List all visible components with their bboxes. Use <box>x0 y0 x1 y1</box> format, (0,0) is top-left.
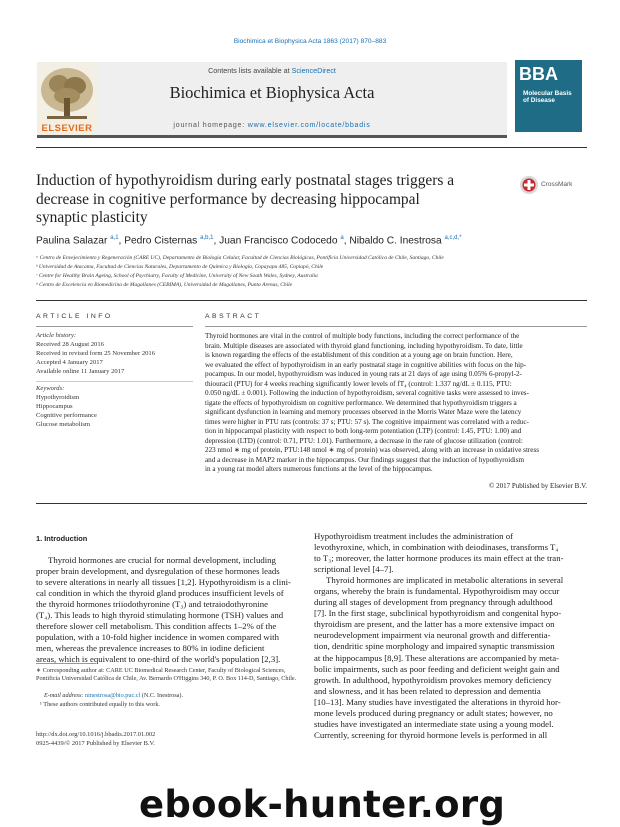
article-info-heading: ARTICLE INFO <box>36 313 113 320</box>
body-line: levothyroxine, which, in combination with deiodinases, transforms T₄ <box>314 542 559 553</box>
contents-line <box>37 66 507 75</box>
doi-link[interactable]: http://dx.doi.org/10.1016/j.bbadis.2017.01.002 <box>36 731 156 738</box>
abstract-line: 0.050 ng/dL ± 0.001). Following the induction of hypothyroidism, several cognitive tasks were assessed to inves- <box>205 389 529 397</box>
email-link[interactable]: ninestrosa@bio.puc.cl <box>85 692 141 699</box>
body-line: during all stages of development from pregnancy through adulthood <box>314 597 553 608</box>
author-affiliation-ref[interactable]: a <box>340 235 344 241</box>
body-line: the thyroid hormones triiodothyronine (T₃) and tetraiodothyronine <box>36 599 268 610</box>
history-item: Received in revised form 25 November 2016 <box>36 350 156 357</box>
body-line: Thyroid hormones are crucial for normal development, including <box>48 555 276 565</box>
author-list: Paulina Salazar $^{a,1}$, Pedro Cisternas $^{a,b,1}$, Juan Francisco Codocedo $^a$, Nibaldo C. Inestrosa $^{a,c,d,*}$ <box>36 235 462 247</box>
abstract-line: thiouracil (PTU) for 4 weeks reaching significantly lower levels of fT₄ (control: 1.337 ng/dL ± 0.115, PTU: <box>205 379 512 388</box>
cover-subtitle: Molecular Basis of Disease <box>523 90 572 105</box>
crossmark-label: CrossMark <box>541 181 573 188</box>
body-line: mone levels produced during pregnancy or adult states; however, no <box>314 707 553 718</box>
body-line: at the hippocampus [8,9]. These alterations are accompanied by meta- <box>314 652 559 663</box>
email-suffix: (N.C. Inestrosa). <box>140 692 184 699</box>
body-line: thyroidism are present, and the latter has a more extensive impact on <box>314 619 555 630</box>
abstract-line: brain. Multiple diseases are associated with thyroid gland functioning, including hypothyroidism. To date, little <box>205 341 523 350</box>
email-note <box>44 692 306 700</box>
journal-header-band <box>37 62 507 138</box>
body-line: therefore slower cell metabolism. This condition affects 1–2% of the <box>36 621 277 632</box>
equal-contribution-note: ¹ These authors contributed equally to this work. <box>40 701 160 708</box>
abstract-line: times were higher in PTU rats (controls: 37 s; PTU: 57 s). The cognitive impairment was correlated with a reduc- <box>205 417 529 426</box>
body-line: organs, whereby the brain is fundamental. Hypothyroidism may occur <box>314 586 560 597</box>
history-item: Available online 11 January 2017 <box>36 368 125 375</box>
affiliation-line: ᶜ Centre for Healthy Brain Ageing, School of Psychiatry, Faculty of Medicine, University of New South Wales, Sydney, Australia <box>36 273 318 279</box>
abstract-line: Thyroid hormones are vital in the control of multiple body functions, including the correct performance of the <box>205 332 520 340</box>
abstract-text <box>205 332 587 475</box>
watermark-text: ebook-hunter.org <box>139 783 506 826</box>
author-name: Pedro Cisternas <box>124 235 198 247</box>
history-label: Article history: <box>36 332 77 339</box>
affiliation-line: ᵈ Centro de Excelencia en Biomedicina de Magallanes (CEBIMA), Universidad de Magallanes, Punta Arenas, Chile <box>36 282 293 288</box>
body-line: population, with a 10-fold higher incidence in women compared with <box>36 632 279 643</box>
abstract-heading: ABSTRACT <box>205 313 262 320</box>
elsevier-wordmark: ELSEVIER <box>41 123 93 134</box>
journal-title: Biochimica et Biophysica Acta <box>169 83 375 102</box>
contents-prefix: Contents lists available at <box>208 66 292 75</box>
author-affiliation-ref[interactable]: a,c,d,* <box>444 235 462 241</box>
abstract-line: pocampus. In our model, hypothyroidism was induced in young rats at 21 days of age using 0.05% 6-propyl-2- <box>205 370 522 378</box>
abstract-bottom-rule <box>36 503 587 504</box>
abstract-line: 223 nmol ∗ mg of protein, PTU:148 nmol ∗ mg of protein) was observed, along with an increase in oxidative stress <box>205 446 540 454</box>
body-line: bolic impairments, such as poor feeding and deficient weight gain and <box>314 663 560 674</box>
body-line: and slowness, and it has been related to depression and dementia <box>314 685 541 696</box>
history-item: Accepted 4 January 2017 <box>36 359 103 366</box>
body-line: tion, dendritic spine morphology and impaired synaptic transmission <box>314 641 555 652</box>
author-name: Juan Francisco Codocedo <box>219 235 338 247</box>
body-line: (T₄). This leads to high thyroid stimulating hormone (TSH) values and <box>36 610 284 621</box>
crossmark-icon <box>519 175 539 195</box>
homepage-link[interactable]: www.elsevier.com/locate/bbadis <box>247 122 371 129</box>
abstract-line: significant dysfunction in learning and memory processes observed in the Morris Water Maze were the latency <box>205 408 522 416</box>
body-line: areas, which is equivalent to one-third of the world's population [2,3]. <box>36 654 281 665</box>
body-line: proper brain development, and dysregulation of these hormones leads <box>36 566 280 577</box>
journal-cover <box>515 60 582 132</box>
body-line: neurodevelopment impairment via neuronal growth and differentia- <box>314 630 551 641</box>
body-line: Hypothyroidism treatment includes the administration of <box>314 531 514 541</box>
keyword: Hippocampus <box>36 403 73 410</box>
corresponding-author-note: ∗ Corresponding author at: CARE UC Biomedical Research Center, Faculty of Biological Sciences, Pontificia Universidad Católica de Chile, Av. Bernardo O'Higgins 340, P. O. Box 114-D, Santiago, Chile. <box>36 667 297 683</box>
body-line: cal condition in which the thyroid gland produces insufficient levels of <box>36 588 284 599</box>
abstract-copyright: © 2017 Published by Elsevier B.V. <box>489 482 587 490</box>
elsevier-logo <box>37 62 97 135</box>
affiliation-line: ᵇ Universidad de Atacama, Facultad de Ciencias Naturales, Departamento de Química y Biología, Copayapu 485, Copiapó, Chile <box>36 264 324 270</box>
abstract-rule <box>205 326 587 327</box>
issn-line: 0925-4439/© 2017 Published by Elsevier B.V. <box>36 740 155 747</box>
title-line: synaptic plasticity <box>36 209 148 227</box>
body-line: [10–13]. Many studies have investigated the alterations in thyroid hor- <box>314 696 561 707</box>
history-item: Received 28 August 2016 <box>36 341 104 348</box>
title-line: decrease in cognitive performance by decreasing hippocampal <box>36 190 420 208</box>
body-line: growth. In adulthood, hypothyroidism provokes memory deficiency <box>314 674 552 685</box>
abstract-line: tigate the effects of hypothyroidism on cognitive performance. We determined that hypothyroidism triggers a <box>205 398 517 407</box>
author-name: Paulina Salazar <box>36 235 108 247</box>
title-line: Induction of hypothyroidism during early postnatal stages triggers a <box>36 172 455 189</box>
abstract-line: and a decrease in MAP2 marker in the hippocampus. Our findings suggest that the induction of hypothyroidism <box>205 455 525 464</box>
crossmark-badge[interactable] <box>519 175 589 195</box>
article-info-divider <box>36 381 193 382</box>
abstract-line: we evaluated the effect of hypothyroidism in an early postnatal stage in cognitive abilities with focus on the hip- <box>205 360 527 369</box>
sciencedirect-link[interactable]: ScienceDirect <box>291 66 336 75</box>
affiliation-line: ᵃ Centro de Envejecimiento y Regeneración (CARE UC), Departamento de Biología Celular, Facultad de Ciencias Biológicas, Pontificia Universidad Católica de Chile, Santiago, Chile <box>36 255 444 261</box>
homepage-line <box>37 122 507 129</box>
body-line: Currently, screening for thyroid hormone levels is performed in all <box>314 729 548 740</box>
body-line: to T₃; moreover, the latter hormone produces its main effect at the tran- <box>314 553 564 564</box>
intro-left-column <box>36 555 299 665</box>
section-heading-introduction: 1. Introduction <box>36 534 88 543</box>
cover-title: BBA <box>519 64 558 84</box>
keyword: Hypothyroidism <box>36 394 80 401</box>
body-line: men, whereas the prevalence increases to 80% in iodine deficient <box>36 643 265 654</box>
abstract-line: depression (LTD) (control: 0.71, PTU: 1.01). Furthermore, a decrease in the rate of glucose utilization (control: <box>205 436 523 445</box>
author-name: Nibaldo C. Inestrosa <box>349 235 442 247</box>
email-label: E-mail address: <box>44 692 86 699</box>
header-rule <box>36 147 587 148</box>
abstract-line: is known regarding the effects of the establishment of this condition at a young age on brain function. Here, <box>205 351 513 359</box>
body-line: studies have investigated an intermediate state using a young model. <box>314 718 554 729</box>
body-line: [7]. In the first stage, subclinical hypothyroidism and congenital hypo- <box>314 608 562 619</box>
article-title <box>36 172 476 228</box>
author-affiliation-ref[interactable]: a,b,1 <box>200 235 214 241</box>
keywords-label: Keywords: <box>36 385 65 392</box>
affiliation-rule <box>36 300 587 301</box>
body-line: Thyroid hormones are implicated in metabolic alterations in several <box>326 575 564 586</box>
intro-right-column <box>314 531 586 741</box>
body-line: to severe alterations in nearly all tissues [1,2]. Hypothyroidism is a clini- <box>36 577 291 588</box>
abstract-line: tion in hippocampal plasticity with respect to both long-term potentiation (LTP) (control: 1.45, PTU: 1.00) and <box>205 427 522 435</box>
keyword: Glucose metabolism <box>36 421 91 428</box>
homepage-prefix: journal homepage: <box>173 122 248 129</box>
journal-reference[interactable]: Biochimica et Biophysica Acta 1863 (2017) 870–883 <box>233 38 387 45</box>
article-info-rule <box>36 326 193 327</box>
abstract-line: in a young rat model alters numerous functions at the level of the hippocampus. <box>205 465 433 473</box>
keyword: Cognitive performance <box>36 412 97 419</box>
author-affiliation-ref[interactable]: a,1 <box>110 235 119 241</box>
body-line: scriptional level [4–7]. <box>314 564 394 575</box>
footnote-rule <box>36 663 96 664</box>
